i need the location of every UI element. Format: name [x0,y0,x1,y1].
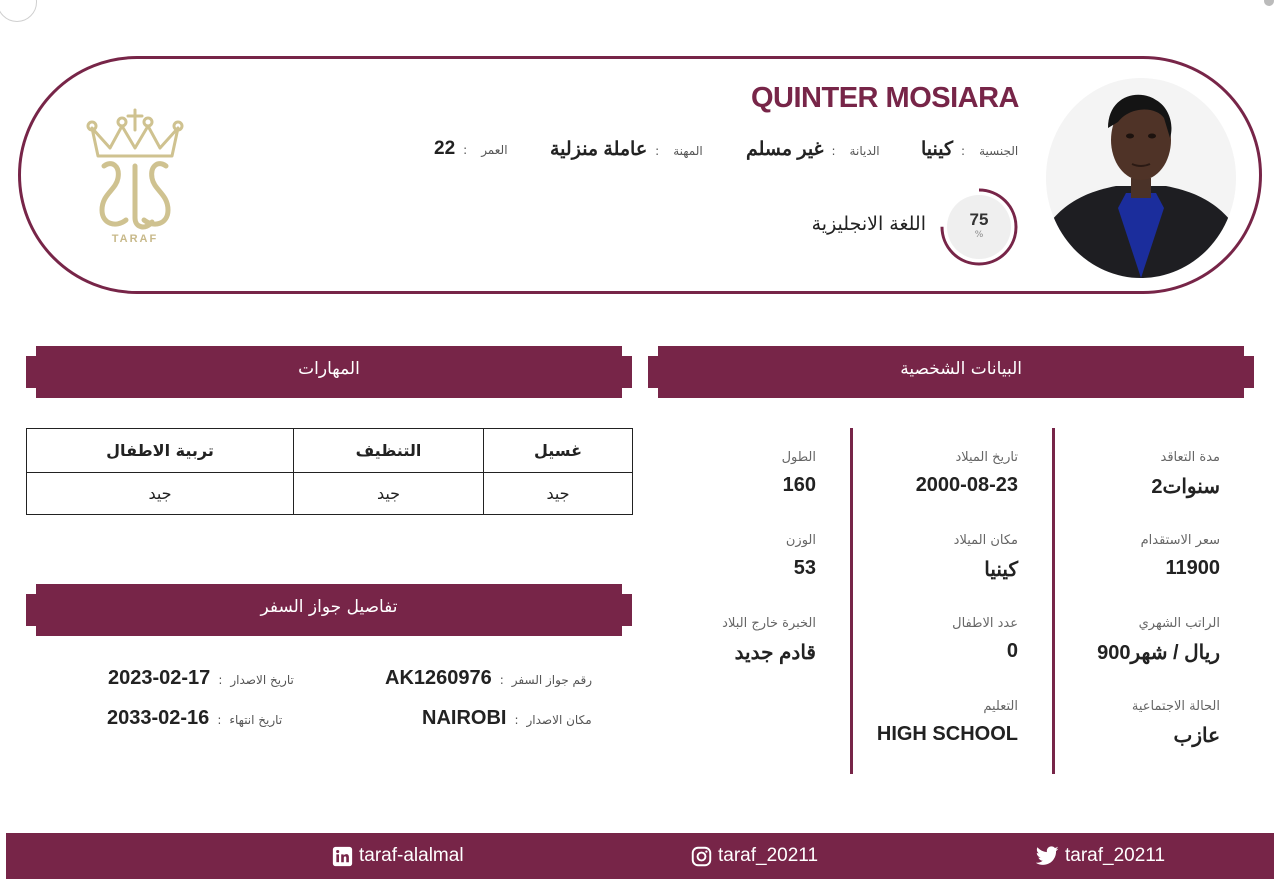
birth-date-field [916,450,1018,497]
field-label: الخبرة خارج البلاد [722,616,816,631]
issue-place-value: NAIROBI [422,707,507,729]
experience-abroad-field [722,616,816,665]
issue-place-label: مكان الاصدار [526,713,592,727]
instagram-handle: taraf_20211 [718,845,819,866]
profession-field [550,138,703,161]
children-count-field [952,616,1018,663]
skills-title: المهارات [298,359,360,379]
issue-place-field [422,707,592,730]
nationality-colon: : [961,144,966,158]
profession-label: المهنة [673,144,703,158]
colon: : [499,673,504,687]
field-value: 53 [793,557,816,579]
expiry-date-label: تاريخ انتهاء [229,713,283,727]
education-field [877,699,1018,746]
field-value: 160 [782,474,816,496]
linkedin-handle: taraf-alalmal [359,845,464,866]
religion-colon: : [831,144,836,158]
birth-place-field [954,533,1018,582]
field-value: 900ريال / شهر [1097,642,1220,664]
passport-title: تفاصيل جواز السفر [260,597,398,617]
age-value: 22 [434,138,456,159]
expiry-date-field [107,707,282,730]
skill-level: جيد [27,473,294,515]
passport-banner [26,584,632,636]
language-label: اللغة الانجليزية [811,213,926,235]
field-label: الحالة الاجتماعية [1131,699,1220,714]
skill-header: التنظيف [294,429,484,473]
logo-text: TARAF [111,233,159,245]
skills-table [26,428,633,515]
skill-header: غسيل [484,429,633,473]
expiry-date-value: 2033-02-16 [107,707,210,729]
table-header-row [27,429,633,473]
age-field [434,138,508,160]
table-row [27,473,633,515]
personal-column-1 [1060,428,1220,774]
field-label: مدة التعاقد [1160,450,1220,465]
passport-number-field [385,667,592,690]
skill-level: جيد [294,473,484,515]
personal-column-3 [660,428,816,774]
field-label: مكان الميلاد [953,533,1018,548]
scroll-indicator-circle [0,0,37,22]
age-label: العمر [481,143,508,157]
skills-banner [26,346,632,398]
age-colon: : [463,143,468,157]
passport-number-label: رقم جواز السفر [511,673,593,687]
personal-data-title: البيانات الشخصية [900,359,1022,379]
nationality-field [921,138,1018,161]
skill-level: جيد [484,473,633,515]
marital-status-field [1132,699,1220,748]
personal-data-banner [648,346,1254,398]
issue-date-value: 2023-02-17 [108,667,211,689]
field-label: عدد الاطفال [952,616,1018,631]
height-field [782,450,816,497]
issue-date-label: تاريخ الاصدار [230,673,294,687]
worker-name: QUINTER MOSIARA [751,82,1019,114]
field-label: سعر الاستقدام [1140,533,1220,548]
field-value: 11900 [1165,557,1220,579]
scroll-indicator-dot [1264,0,1274,6]
field-value: قادم جديد [734,642,816,664]
linkedin-icon [332,846,353,867]
weight-field [786,533,816,580]
profession-colon: : [655,144,660,158]
field-value: 2000-08-23 [915,474,1018,496]
skill-header: تربية الاطفال [27,429,294,473]
religion-value: غير مسلم [746,139,824,160]
field-label: الطول [781,450,816,465]
field-label: الراتب الشهري [1138,616,1220,631]
monthly-salary-field [1097,616,1220,665]
column-divider [850,428,853,774]
nationality-value: كينيا [921,139,954,160]
field-value: 2سنوات [1151,476,1220,498]
field-value: HIGH SCHOOL [876,723,1018,745]
linkedin-link[interactable] [332,845,464,867]
instagram-link[interactable] [691,845,818,867]
field-label: تاريخ الميلاد [955,450,1018,465]
instagram-icon [691,846,712,867]
field-value: عازب [1173,725,1220,747]
language-percent: 75 [969,210,989,229]
field-label: التعليم [983,699,1018,714]
twitter-icon [1036,846,1059,866]
colon: : [514,713,519,727]
worker-photo [1046,78,1236,278]
colon: : [218,673,223,687]
field-value: كينيا [984,559,1018,581]
passport-number-value: AK1260976 [385,667,492,689]
religion-field [746,138,880,161]
recruitment-price-field [1141,533,1220,580]
profession-value: عاملة منزلية [550,139,648,160]
contract-duration-field [1151,450,1220,499]
religion-label: الديانة [849,144,880,158]
colon: : [217,713,222,727]
twitter-handle: taraf_20211 [1065,845,1166,866]
percent-sign: % [974,230,984,240]
issue-date-field [108,667,294,690]
field-label: الوزن [785,533,816,548]
column-divider [1052,428,1055,774]
twitter-link[interactable] [1036,845,1165,867]
field-value: 0 [1006,640,1018,662]
nationality-label: الجنسية [979,144,1019,158]
taraf-logo [82,100,188,248]
personal-column-2 [858,428,1018,774]
